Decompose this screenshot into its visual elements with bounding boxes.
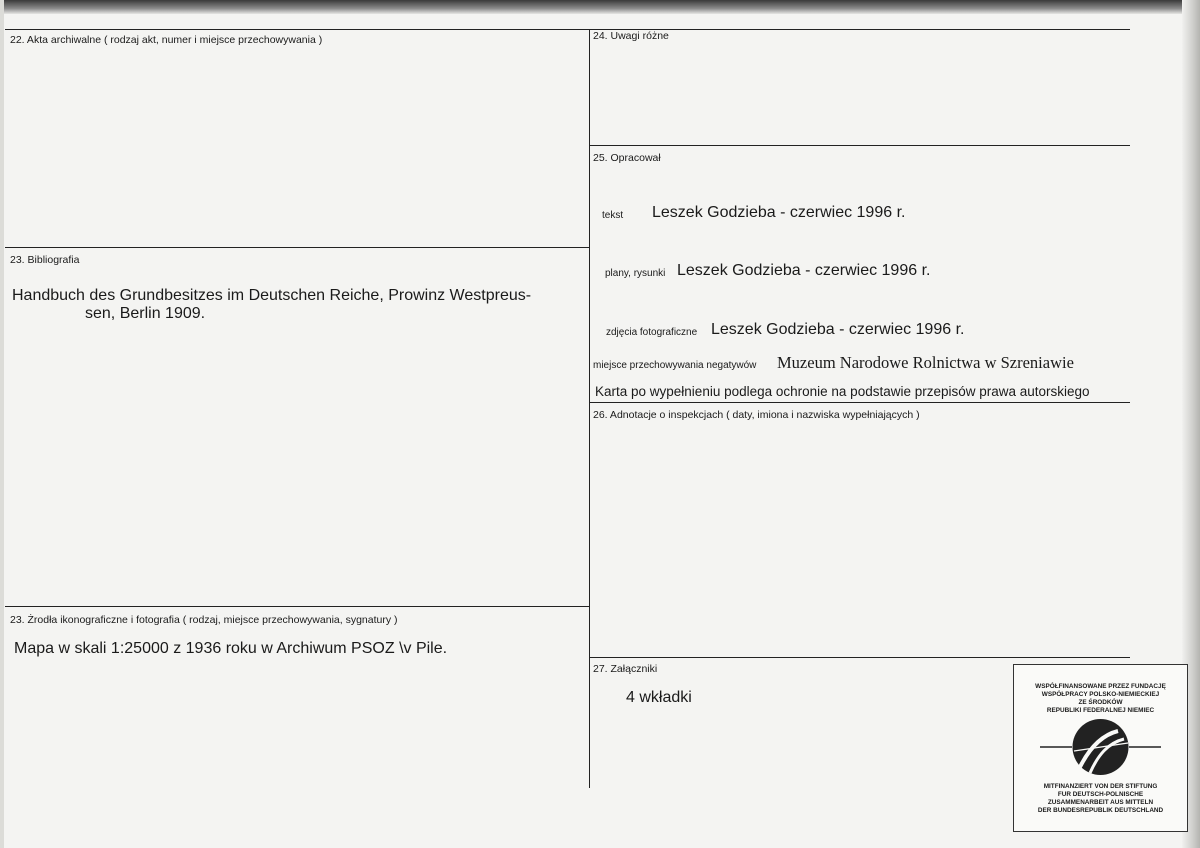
stamp-de-line-2: FUR DEUTSCH-POLNISCHE bbox=[1057, 791, 1144, 798]
opracowal-label: 25. Opracował bbox=[593, 152, 661, 164]
stamp-pl-line-3: ZE ŚRODKÓW bbox=[1078, 699, 1123, 706]
tekst-value: Leszek Godzieba - czerwiec 1996 r. bbox=[652, 204, 906, 221]
zalaczniki-label: 27. Załączniki bbox=[593, 663, 658, 675]
stamp-german-text bbox=[1014, 783, 1187, 815]
zrodla-label: 23. Żrodła ikonograficzne i fotografia ( rodzaj, miejsce przechowywania, sygnatury ) bbox=[10, 614, 398, 626]
plany-label: plany, rysunki bbox=[605, 268, 666, 279]
zrodla-value: Mapa w skali 1:25000 z 1936 roku w Archiwum PSOZ \v Pile. bbox=[14, 640, 448, 657]
bibliografia-label: 23. Bibliografia bbox=[10, 254, 80, 266]
adnotacje-label: 26. Adnotacje o inspekcjach ( daty, imiona i nazwiska wypełniających ) bbox=[593, 409, 920, 421]
zdjecia-label: zdjęcia fotograficzne bbox=[606, 327, 698, 338]
tekst-label: tekst bbox=[602, 210, 624, 221]
center-divider bbox=[589, 29, 590, 788]
bibliografia-text bbox=[12, 287, 587, 323]
rule-left-23-23 bbox=[5, 606, 589, 607]
rule-right-26-27 bbox=[589, 657, 1130, 658]
plany-value: Leszek Godzieba - czerwiec 1996 r. bbox=[677, 262, 931, 279]
stamp-de-line-4: DER BUNDESREPUBLIK DEUTSCHLAND bbox=[1037, 807, 1164, 814]
zalaczniki-value: 4 wkładki bbox=[626, 689, 692, 706]
stamp-de-line-3: ZUSAMMENARBEIT AUS MITTELN bbox=[1047, 799, 1154, 806]
uwagi-label: 24. Uwagi różne bbox=[593, 30, 669, 42]
zdjecia-value: Leszek Godzieba - czerwiec 1996 r. bbox=[711, 321, 965, 338]
foundation-stamp bbox=[1013, 664, 1188, 832]
akta-label: 22. Akta archiwalne ( rodzaj akt, numer i miejsce przechowywania ) bbox=[10, 34, 323, 46]
stamp-pl-line-1: WSPÓŁFINANSOWANE PRZEZ FUNDACJĘ bbox=[1035, 683, 1166, 690]
bibliografia-line-2: sen, Berlin 1909. bbox=[85, 305, 206, 322]
rule-right-24-25 bbox=[589, 145, 1130, 146]
stamp-pl-line-2: WSPÓŁPRACY POLSKO-NIEMIECKIEJ bbox=[1041, 691, 1160, 698]
scan-left-edge bbox=[0, 0, 4, 848]
stamp-polish-text bbox=[1014, 683, 1187, 715]
foundation-logo-icon bbox=[1014, 717, 1187, 781]
negatywy-label: miejsce przechowywania negatywów bbox=[593, 360, 757, 371]
top-rule bbox=[5, 29, 1130, 30]
negatywy-value: Muzeum Narodowe Rolnictwa w Szreniawie bbox=[777, 353, 1074, 372]
rule-right-25-26 bbox=[589, 402, 1130, 403]
scan-top-edge bbox=[0, 0, 1200, 14]
copyright-note: Karta po wypełnieniu podlega ochronie na podstawie przepisów prawa autorskiego bbox=[595, 384, 1090, 399]
bibliografia-line-1: Handbuch des Grundbesitzes im Deutschen Reiche, Prowinz Westpreus- bbox=[12, 287, 532, 304]
stamp-de-line-1: MITFINANZIERT VON DER STIFTUNG bbox=[1043, 783, 1158, 790]
stamp-pl-line-4: REPUBLIKI FEDERALNEJ NIEMIEC bbox=[1046, 707, 1155, 714]
rule-left-22-23 bbox=[5, 247, 589, 248]
